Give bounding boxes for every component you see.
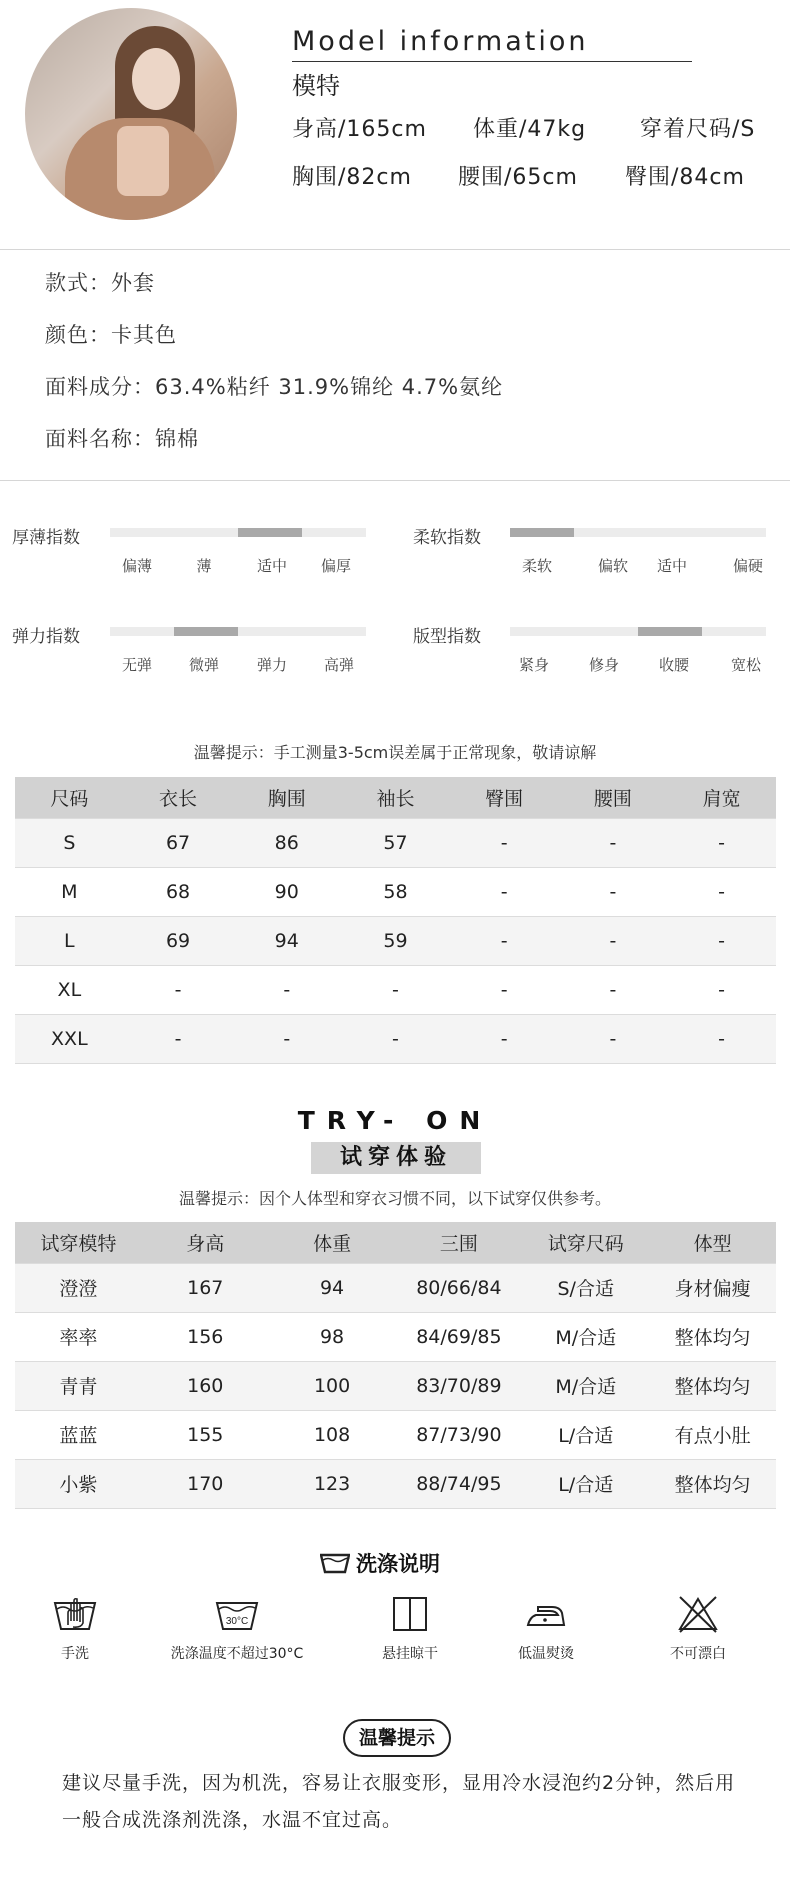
wash-item-hand-wash (0, 1595, 150, 1663)
model-information-section (0, 0, 790, 250)
size-table-header-cell: 臀围 (450, 777, 559, 818)
size-table-cell: - (559, 818, 668, 867)
size-table-header-cell: 袖长 (341, 777, 450, 818)
tryon-table-cell: 84/69/85 (395, 1312, 522, 1361)
model-waist: 腰围/65cm (458, 165, 578, 190)
size-table-cell: 59 (341, 916, 450, 965)
index-label-softness: 柔软指数 (413, 528, 481, 548)
size-table-cell: - (667, 1014, 776, 1063)
tryon-table-cell: M/合适 (522, 1361, 649, 1410)
tryon-table-cell: 108 (269, 1410, 396, 1459)
size-table-cell: 94 (232, 916, 341, 965)
table-row (15, 818, 776, 867)
svg-text:30°C: 30°C (225, 1616, 249, 1627)
tryon-table-cell: 155 (142, 1410, 269, 1459)
size-table-header-cell: 胸围 (232, 777, 341, 818)
hang-dry-icon (390, 1595, 430, 1633)
size-table-cell: L (15, 916, 124, 965)
index-option: 宽松 (730, 656, 761, 674)
hand-wash-icon (53, 1595, 97, 1633)
spec-style: 款式：外套 (45, 271, 155, 295)
size-table-cell: 90 (232, 867, 341, 916)
model-photo (25, 8, 237, 220)
table-row (15, 1361, 776, 1410)
tryon-table-cell: 整体均匀 (649, 1361, 776, 1410)
tryon-table-header-cell: 身高 (142, 1222, 269, 1263)
size-table-cell: 57 (341, 818, 450, 867)
index-option: 高弹 (323, 656, 354, 674)
size-table-cell: - (559, 1014, 668, 1063)
size-table-cell: 58 (341, 867, 450, 916)
tryon-table-header-cell: 体重 (269, 1222, 396, 1263)
wash-label: 低温熨烫 (518, 1646, 574, 1662)
tryon-table-cell: 澄澄 (15, 1263, 142, 1312)
size-table-header-cell: 尺码 (15, 777, 124, 818)
tryon-table-cell: 青青 (15, 1361, 142, 1410)
tryon-table-cell: 100 (269, 1361, 396, 1410)
index-option: 薄 (196, 557, 212, 575)
tryon-table-cell: 87/73/90 (395, 1410, 522, 1459)
index-bar-softness (510, 528, 766, 537)
tryon-table-cell: L/合适 (522, 1459, 649, 1508)
tryon-table-cell: M/合适 (522, 1312, 649, 1361)
wash-label: 不可漂白 (670, 1646, 726, 1662)
section-divider (0, 480, 790, 481)
tryon-table-header-cell: 试穿尺码 (522, 1222, 649, 1263)
index-option: 弹力 (256, 656, 287, 674)
index-option: 适中 (656, 557, 687, 575)
size-table-cell: - (450, 965, 559, 1014)
size-table-cell: XXL (15, 1014, 124, 1063)
section-divider (0, 249, 790, 250)
table-row (15, 1263, 776, 1312)
size-table-cell: S (15, 818, 124, 867)
index-label-fit: 版型指数 (413, 627, 481, 647)
size-table-cell: - (232, 965, 341, 1014)
size-table-cell: - (667, 867, 776, 916)
tryon-table-cell: 94 (269, 1263, 396, 1312)
tryon-table-cell: 整体均匀 (649, 1312, 776, 1361)
wash-item-30c (162, 1595, 312, 1663)
table-row (15, 1459, 776, 1508)
size-table-header-cell: 腰围 (559, 777, 668, 818)
index-option: 修身 (588, 656, 619, 674)
table-row (15, 1312, 776, 1361)
tryon-table-cell: 蓝蓝 (15, 1410, 142, 1459)
index-label-thickness: 厚薄指数 (12, 528, 80, 548)
tryon-table-cell: 小紫 (15, 1459, 142, 1508)
index-fill-elasticity (174, 627, 238, 636)
index-option: 偏软 (597, 557, 628, 575)
model-size: 穿着尺码/S (640, 117, 756, 142)
wash-label: 悬挂晾干 (382, 1646, 438, 1662)
size-table (15, 777, 776, 1064)
spec-fabric-name: 面料名称：锦棉 (45, 427, 199, 451)
tryon-table-cell: 83/70/89 (395, 1361, 522, 1410)
index-option: 偏厚 (320, 557, 351, 575)
wash-item-iron-low (471, 1595, 621, 1663)
tryon-table-header-cell: 试穿模特 (15, 1222, 142, 1263)
table-row (15, 867, 776, 916)
tryon-table-cell: 156 (142, 1312, 269, 1361)
index-option: 偏硬 (732, 557, 763, 575)
wash-basin-icon (320, 1552, 350, 1574)
size-table-cell: - (450, 867, 559, 916)
size-table-cell: XL (15, 965, 124, 1014)
model-hip: 臀围/84cm (625, 165, 745, 190)
wash-item-no-bleach (623, 1595, 773, 1663)
index-option: 收腰 (658, 656, 689, 674)
index-bar-thickness (110, 528, 366, 537)
index-fill-softness (510, 528, 574, 537)
tryon-table-cell: 123 (269, 1459, 396, 1508)
size-table-cell: - (667, 965, 776, 1014)
size-table-cell: - (559, 965, 668, 1014)
size-table-cell: - (124, 965, 233, 1014)
tryon-table-cell: 167 (142, 1263, 269, 1312)
tip-text: 建议尽量手洗，因为机洗，容易让衣服变形，显用冷水浸泡约2分钟，然后用一般合成洗涤剂洗涤，水温不宜过高。 (62, 1772, 736, 1831)
size-table-cell: - (667, 818, 776, 867)
tryon-table (15, 1222, 776, 1509)
size-table-note: 温馨提示：手工测量3-5cm误差属于正常现象，敬请谅解 (193, 743, 597, 762)
size-table-cell: - (341, 965, 450, 1014)
model-weight: 体重/47kg (473, 117, 587, 142)
index-bar-elasticity (110, 627, 366, 636)
tryon-table-cell: 整体均匀 (649, 1459, 776, 1508)
tryon-table-cell: 身材偏瘦 (649, 1263, 776, 1312)
tryon-table-cell: 98 (269, 1312, 396, 1361)
index-label-elasticity: 弹力指数 (12, 627, 80, 647)
spec-composition: 面料成分：63.4%粘纤 31.9%锦纶 4.7%氨纶 (45, 375, 504, 399)
wash-30-icon (215, 1595, 259, 1633)
size-table-cell: - (232, 1014, 341, 1063)
size-table-cell: M (15, 867, 124, 916)
washing-title: 洗涤说明 (356, 1552, 440, 1576)
index-fill-thickness (238, 528, 302, 537)
tryon-table-cell: 有点小肚 (649, 1410, 776, 1459)
table-row (15, 1410, 776, 1459)
tryon-table-cell: 88/74/95 (395, 1459, 522, 1508)
index-option: 无弹 (121, 656, 152, 674)
index-option: 偏薄 (121, 557, 152, 575)
tryon-table-cell: 80/66/84 (395, 1263, 522, 1312)
model-bust: 胸围/82cm (292, 165, 412, 190)
no-bleach-icon (676, 1595, 720, 1633)
index-bar-fit (510, 627, 766, 636)
size-table-cell: - (667, 916, 776, 965)
tryon-table-header-cell: 体型 (649, 1222, 776, 1263)
size-table-cell: - (124, 1014, 233, 1063)
tryon-table-cell: 160 (142, 1361, 269, 1410)
tryon-table-header (15, 1222, 776, 1263)
wash-label: 手洗 (61, 1646, 89, 1662)
tryon-table-cell: 170 (142, 1459, 269, 1508)
size-table-header-cell: 衣长 (124, 777, 233, 818)
tryon-table-cell: 率率 (15, 1312, 142, 1361)
size-table-cell: - (559, 867, 668, 916)
size-table-cell: 68 (124, 867, 233, 916)
size-table-cell: 67 (124, 818, 233, 867)
size-table-cell: - (341, 1014, 450, 1063)
wash-item-hang-dry (335, 1595, 485, 1663)
table-row (15, 916, 776, 965)
size-table-cell: 69 (124, 916, 233, 965)
tryon-table-cell: L/合适 (522, 1410, 649, 1459)
size-table-cell: 86 (232, 818, 341, 867)
size-table-cell: - (559, 916, 668, 965)
tryon-table-header-cell: 三围 (395, 1222, 522, 1263)
size-table-header-cell: 肩宽 (667, 777, 776, 818)
index-option: 微弹 (188, 656, 219, 674)
table-row (15, 1014, 776, 1063)
size-table-header (15, 777, 776, 818)
table-row (15, 965, 776, 1014)
tip-title: 温馨提示 (343, 1719, 451, 1757)
iron-low-icon (524, 1595, 568, 1633)
index-option: 紧身 (518, 656, 549, 674)
tryon-table-cell: S/合适 (522, 1263, 649, 1312)
model-height: 身高/165cm (292, 117, 427, 142)
size-table-cell: - (450, 916, 559, 965)
size-table-cell: - (450, 818, 559, 867)
tryon-badge: 试穿体验 (311, 1142, 481, 1174)
model-info-title: Model information (292, 26, 589, 57)
index-fill-fit (638, 627, 702, 636)
tryon-note: 温馨提示：因个人体型和穿衣习惯不同，以下试穿仅供参考。 (178, 1189, 611, 1208)
index-option: 适中 (256, 557, 287, 575)
tryon-title: TRY- ON (297, 1106, 493, 1135)
model-title-rule (292, 61, 692, 62)
spec-color: 颜色：卡其色 (45, 323, 177, 347)
index-option: 柔软 (521, 557, 552, 575)
model-subtitle: 模特 (292, 72, 340, 100)
size-table-cell: - (450, 1014, 559, 1063)
wash-label: 洗涤温度不超过30°C (170, 1646, 304, 1662)
